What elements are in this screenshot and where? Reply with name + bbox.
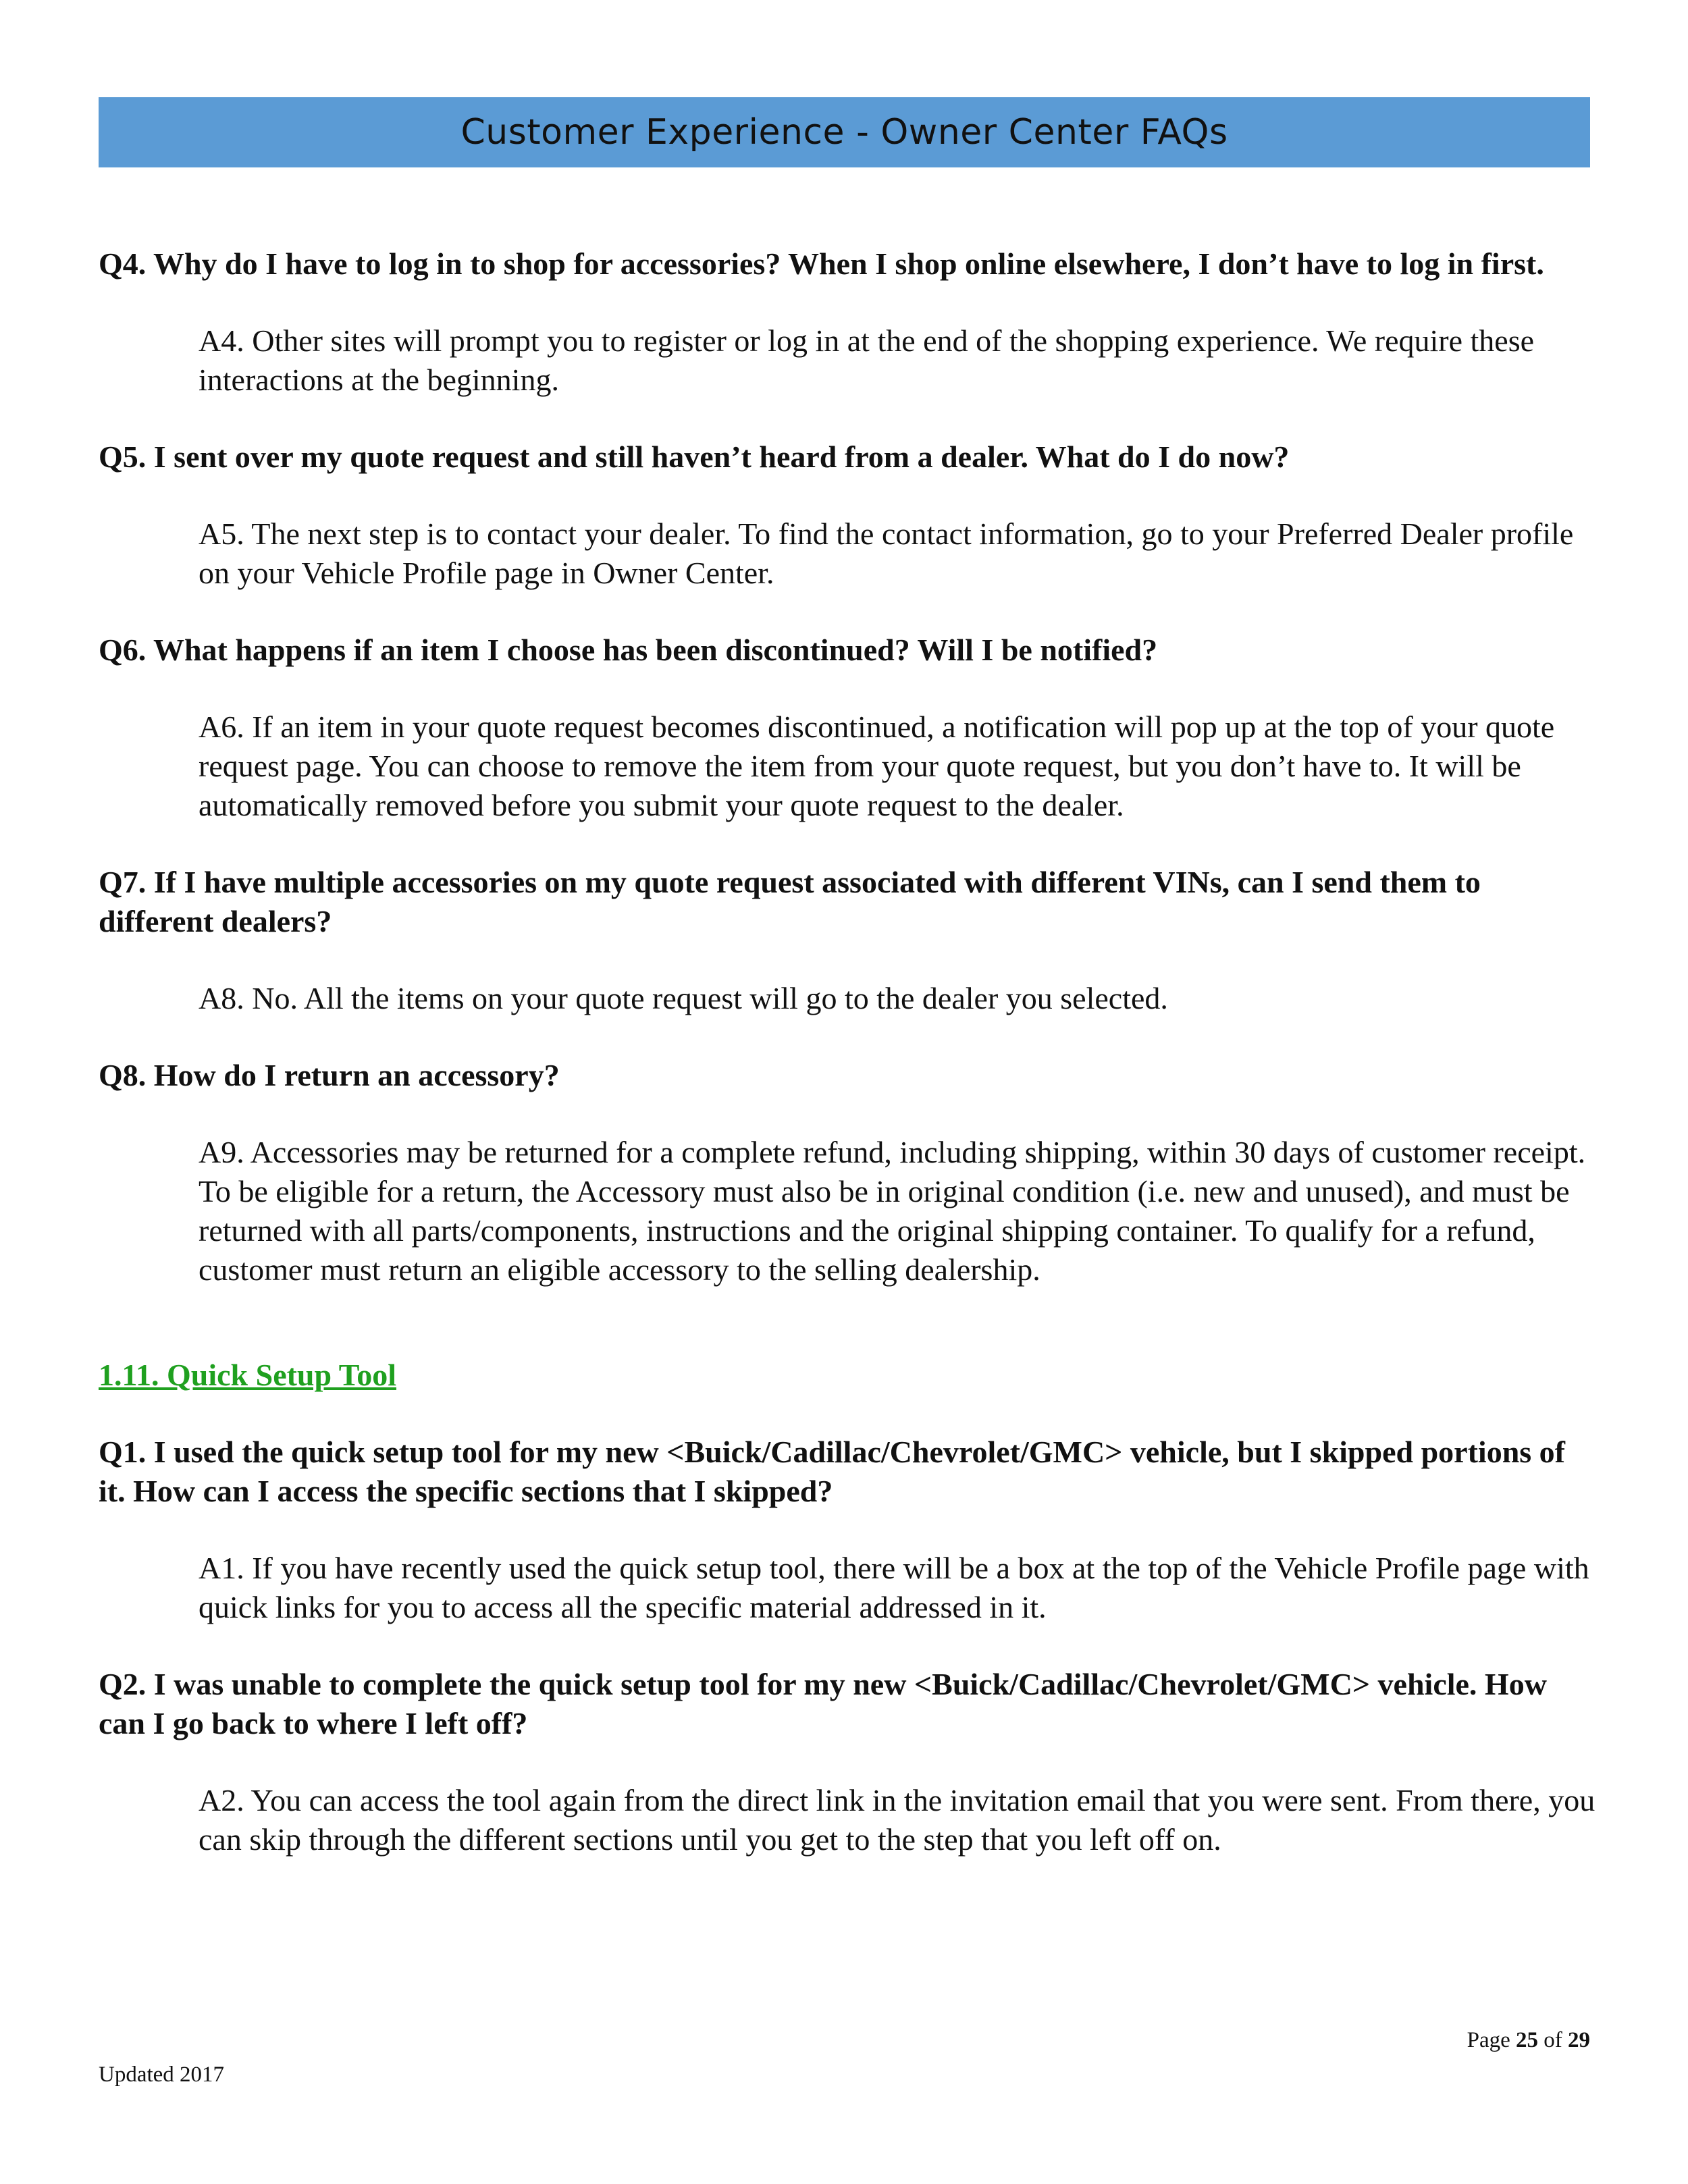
question-q4: Q4. Why do I have to log in to shop for accessories? When I shop online elsewhere, I don’t have to log in first.: [99, 246, 1544, 281]
answer-setup-a1: A1. If you have recently used the quick setup tool, there will be a box at the top of the Vehicle Profile page with quick links for you to access all the specific material addressed in it.: [199, 1551, 1589, 1624]
answer-a8: A8. No. All the items on your quote request will go to the dealer you selected.: [199, 981, 1168, 1015]
updated-note: Updated 2017: [99, 2062, 225, 2087]
answer-a6: A6. If an item in your quote request becomes discontinued, a notification will pop up at the top of your quote request page. You can choose to remove the item from your quote request, but you don’t have to. It will be automatically removed before you submit your quote request to the dealer.: [199, 710, 1555, 822]
section-heading-quick-setup-tool: 1.11. Quick Setup Tool: [99, 1358, 396, 1392]
question-q7: Q7. If I have multiple accessories on my quote request associated with different VINs, can I send them to different dealers?: [99, 865, 1481, 938]
question-q8: Q8. How do I return an accessory?: [99, 1058, 560, 1092]
answer-a4: A4. Other sites will prompt you to register or log in at the end of the shopping experience. We require these interactions at the beginning.: [199, 323, 1535, 397]
answer-a9: A9. Accessories may be returned for a complete refund, including shipping, within 30 days of customer receipt. To be eligible for a return, the Accessory must also be in original condition (i.e. new and unused), and must be returned with all parts/components, instructions and the original shipping container. To qualify for a refund, customer must return an eligible accessory to the selling dealership.: [199, 1135, 1586, 1287]
document-body: [99, 244, 1596, 1859]
answer-a5: A5. The next step is to contact your dealer. To find the contact information, go to your Preferred Dealer profile on your Vehicle Profile page in Owner Center.: [199, 516, 1574, 590]
page-number: [1467, 2028, 1590, 2053]
page-title: Customer Experience - Owner Center FAQs: [460, 112, 1228, 153]
page-of-word: of: [1544, 2028, 1562, 2052]
question-setup-q2: Q2. I was unable to complete the quick setup tool for my new <Buick/Cadillac/Chevrolet/GMC> vehicle. How can I go back to where I left off?: [99, 1667, 1547, 1740]
question-q5: Q5. I sent over my quote request and still haven’t heard from a dealer. What do I do now?: [99, 440, 1290, 474]
page-word: Page: [1467, 2028, 1510, 2052]
question-q6: Q6. What happens if an item I choose has been discontinued? Will I be notified?: [99, 633, 1158, 667]
page-total: 29: [1568, 2028, 1590, 2052]
question-setup-q1: Q1. I used the quick setup tool for my new <Buick/Cadillac/Chevrolet/GMC> vehicle, but I skipped portions of it. How can I access the specific sections that I skipped?: [99, 1435, 1565, 1508]
page-current: 25: [1516, 2028, 1538, 2052]
header-bar: [99, 97, 1590, 167]
answer-setup-a2: A2. You can access the tool again from the direct link in the invitation email that you were sent. From there, you can skip through the different sections until you get to the step that you left off on.: [199, 1783, 1595, 1857]
